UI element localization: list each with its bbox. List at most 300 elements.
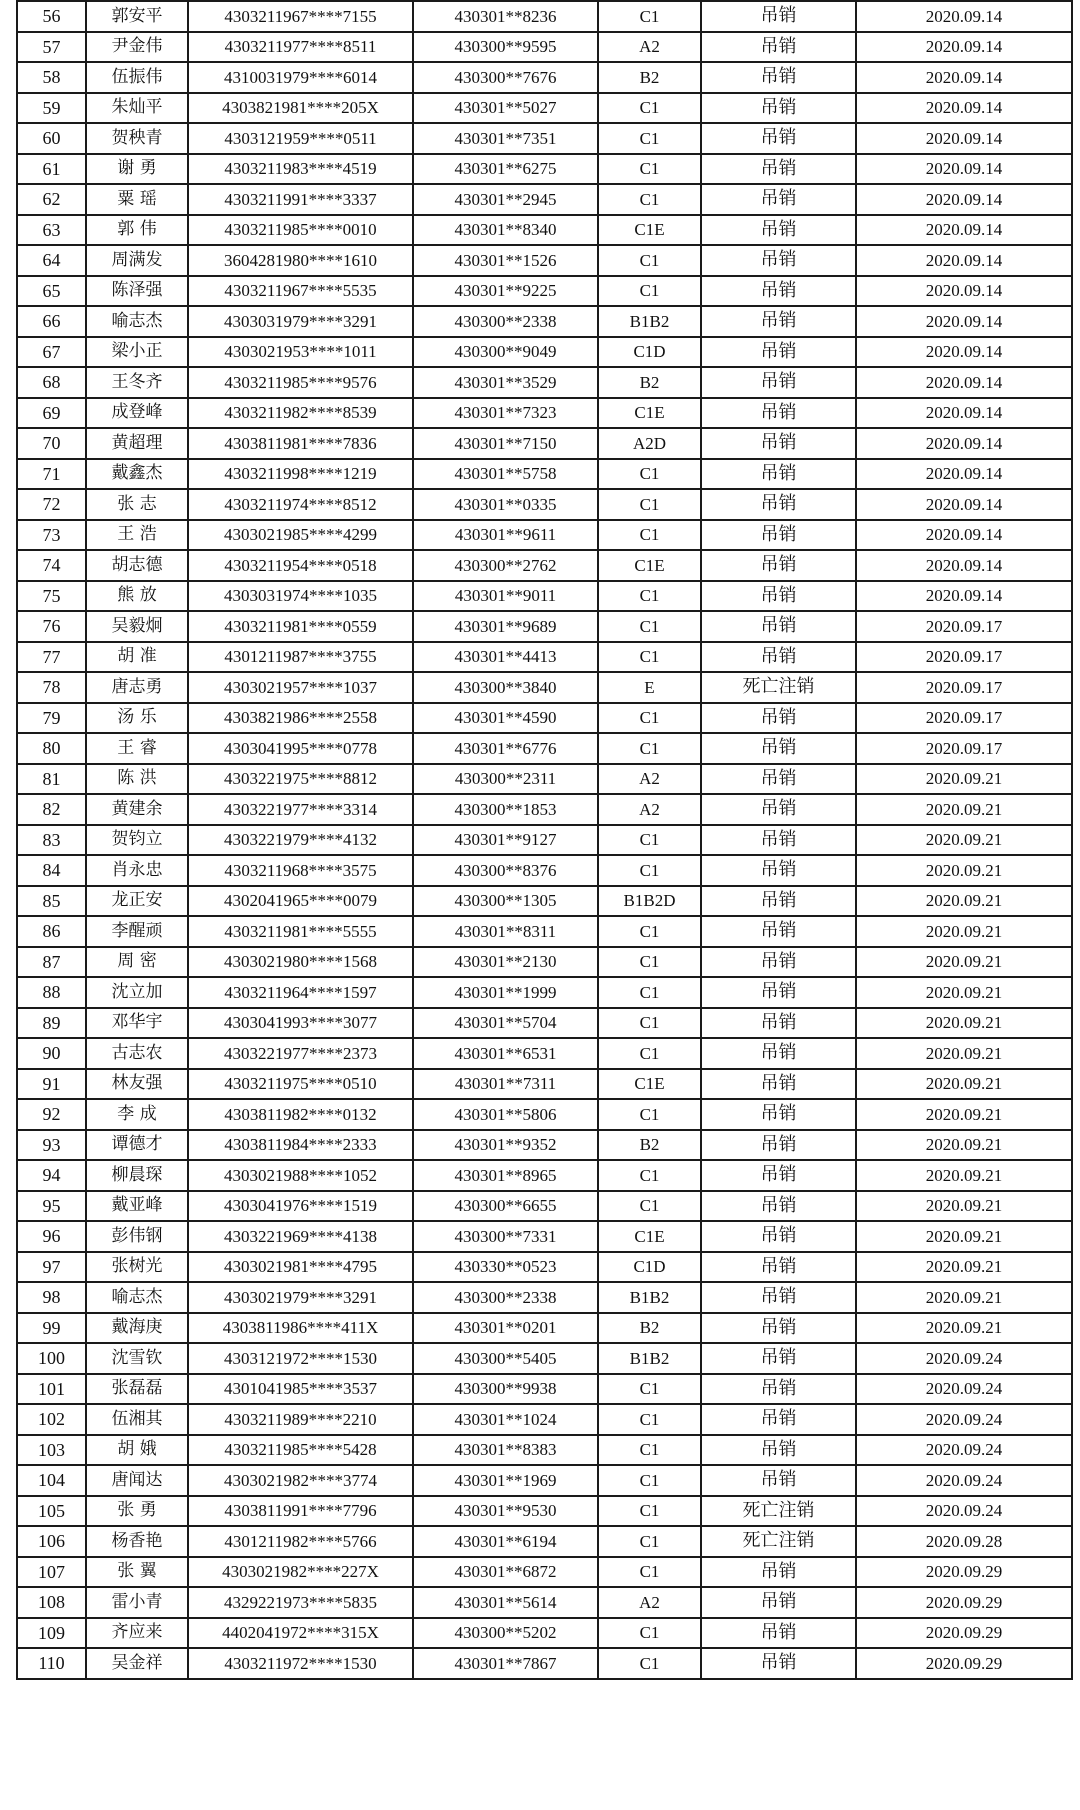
license-class-cell: C1 bbox=[598, 1618, 701, 1649]
id-number-cell: 4303211991****3337 bbox=[188, 184, 413, 215]
name-cell: 黄建余 bbox=[86, 794, 188, 825]
id-number-cell: 4303041995****0778 bbox=[188, 733, 413, 764]
date-cell: 2020.09.17 bbox=[856, 611, 1072, 642]
table-row bbox=[17, 398, 1072, 429]
name-cell: 唐志勇 bbox=[86, 672, 188, 703]
license-class-cell: C1 bbox=[598, 1557, 701, 1588]
license-class-cell: C1 bbox=[598, 977, 701, 1008]
row-number-cell: 80 bbox=[17, 733, 86, 764]
row-number-cell: 79 bbox=[17, 703, 86, 734]
license-class-cell: B2 bbox=[598, 1313, 701, 1344]
action-cell: 吊销 bbox=[701, 764, 856, 795]
table-row bbox=[17, 1587, 1072, 1618]
name-cell: 周满发 bbox=[86, 245, 188, 276]
license-number-cell: 430301**9689 bbox=[413, 611, 598, 642]
table-row bbox=[17, 1465, 1072, 1496]
license-number-cell: 430301**7867 bbox=[413, 1648, 598, 1679]
action-cell: 死亡注销 bbox=[701, 1496, 856, 1527]
name-cell: 谭德才 bbox=[86, 1130, 188, 1161]
license-number-cell: 430300**1305 bbox=[413, 886, 598, 917]
name-cell: 张 勇 bbox=[86, 1496, 188, 1527]
license-number-cell: 430301**4413 bbox=[413, 642, 598, 673]
name-cell: 陈泽强 bbox=[86, 276, 188, 307]
name-cell: 张 翼 bbox=[86, 1557, 188, 1588]
license-number-cell: 430301**6776 bbox=[413, 733, 598, 764]
date-cell: 2020.09.21 bbox=[856, 1313, 1072, 1344]
license-number-cell: 430301**5806 bbox=[413, 1099, 598, 1130]
license-class-cell: C1 bbox=[598, 611, 701, 642]
table-row bbox=[17, 886, 1072, 917]
row-number-cell: 56 bbox=[17, 1, 86, 32]
action-cell: 吊销 bbox=[701, 1191, 856, 1222]
license-class-cell: E bbox=[598, 672, 701, 703]
table-row bbox=[17, 947, 1072, 978]
row-number-cell: 102 bbox=[17, 1404, 86, 1435]
id-number-cell: 4303221977****3314 bbox=[188, 794, 413, 825]
table-row bbox=[17, 489, 1072, 520]
name-cell: 吴金祥 bbox=[86, 1648, 188, 1679]
license-number-cell: 430301**9611 bbox=[413, 520, 598, 551]
license-class-cell: C1 bbox=[598, 1526, 701, 1557]
license-class-cell: C1 bbox=[598, 489, 701, 520]
table-row bbox=[17, 825, 1072, 856]
id-number-cell: 4303021988****1052 bbox=[188, 1160, 413, 1191]
name-cell: 李 成 bbox=[86, 1099, 188, 1130]
table-row bbox=[17, 428, 1072, 459]
row-number-cell: 58 bbox=[17, 62, 86, 93]
license-class-cell: C1 bbox=[598, 1648, 701, 1679]
table-row bbox=[17, 367, 1072, 398]
table-row bbox=[17, 154, 1072, 185]
id-number-cell: 4303211983****4519 bbox=[188, 154, 413, 185]
license-class-cell: C1 bbox=[598, 1099, 701, 1130]
date-cell: 2020.09.24 bbox=[856, 1465, 1072, 1496]
license-class-cell: C1 bbox=[598, 581, 701, 612]
license-class-cell: C1 bbox=[598, 1374, 701, 1405]
id-number-cell: 4329221973****5835 bbox=[188, 1587, 413, 1618]
action-cell: 吊销 bbox=[701, 245, 856, 276]
table-row bbox=[17, 581, 1072, 612]
action-cell: 死亡注销 bbox=[701, 1526, 856, 1557]
table-row bbox=[17, 794, 1072, 825]
license-number-cell: 430301**2130 bbox=[413, 947, 598, 978]
license-number-cell: 430301**5704 bbox=[413, 1008, 598, 1039]
date-cell: 2020.09.14 bbox=[856, 184, 1072, 215]
row-number-cell: 95 bbox=[17, 1191, 86, 1222]
date-cell: 2020.09.14 bbox=[856, 245, 1072, 276]
license-number-cell: 430301**0335 bbox=[413, 489, 598, 520]
table-row bbox=[17, 1557, 1072, 1588]
action-cell: 吊销 bbox=[701, 1648, 856, 1679]
row-number-cell: 86 bbox=[17, 916, 86, 947]
id-number-cell: 4303211989****2210 bbox=[188, 1404, 413, 1435]
id-number-cell: 4303211967****7155 bbox=[188, 1, 413, 32]
table-row bbox=[17, 1435, 1072, 1466]
table-row bbox=[17, 1404, 1072, 1435]
date-cell: 2020.09.21 bbox=[856, 916, 1072, 947]
license-number-cell: 430300**9049 bbox=[413, 337, 598, 368]
action-cell: 吊销 bbox=[701, 1343, 856, 1374]
date-cell: 2020.09.14 bbox=[856, 367, 1072, 398]
date-cell: 2020.09.17 bbox=[856, 672, 1072, 703]
license-class-cell: C1D bbox=[598, 337, 701, 368]
name-cell: 戴亚峰 bbox=[86, 1191, 188, 1222]
action-cell: 吊销 bbox=[701, 1374, 856, 1405]
license-number-cell: 430301**8236 bbox=[413, 1, 598, 32]
license-class-cell: C1 bbox=[598, 642, 701, 673]
license-class-cell: C1 bbox=[598, 1496, 701, 1527]
table-row bbox=[17, 459, 1072, 490]
id-number-cell: 4303021953****1011 bbox=[188, 337, 413, 368]
row-number-cell: 91 bbox=[17, 1069, 86, 1100]
revocation-table bbox=[16, 0, 1073, 1680]
action-cell: 吊销 bbox=[701, 459, 856, 490]
table-row bbox=[17, 916, 1072, 947]
table-row bbox=[17, 1160, 1072, 1191]
name-cell: 汤 乐 bbox=[86, 703, 188, 734]
date-cell: 2020.09.21 bbox=[856, 855, 1072, 886]
license-class-cell: B2 bbox=[598, 62, 701, 93]
license-class-cell: C1 bbox=[598, 245, 701, 276]
row-number-cell: 98 bbox=[17, 1282, 86, 1313]
name-cell: 伍湘其 bbox=[86, 1404, 188, 1435]
date-cell: 2020.09.21 bbox=[856, 947, 1072, 978]
date-cell: 2020.09.14 bbox=[856, 428, 1072, 459]
date-cell: 2020.09.21 bbox=[856, 886, 1072, 917]
license-class-cell: C1 bbox=[598, 1160, 701, 1191]
id-number-cell: 4303211985****9576 bbox=[188, 367, 413, 398]
date-cell: 2020.09.14 bbox=[856, 32, 1072, 63]
action-cell: 吊销 bbox=[701, 93, 856, 124]
id-number-cell: 4303221979****4132 bbox=[188, 825, 413, 856]
action-cell: 吊销 bbox=[701, 1008, 856, 1039]
action-cell: 吊销 bbox=[701, 62, 856, 93]
date-cell: 2020.09.21 bbox=[856, 1069, 1072, 1100]
name-cell: 杨香艳 bbox=[86, 1526, 188, 1557]
action-cell: 吊销 bbox=[701, 825, 856, 856]
row-number-cell: 72 bbox=[17, 489, 86, 520]
row-number-cell: 74 bbox=[17, 550, 86, 581]
license-number-cell: 430330**0523 bbox=[413, 1252, 598, 1283]
license-number-cell: 430301**0201 bbox=[413, 1313, 598, 1344]
license-class-cell: B1B2 bbox=[598, 306, 701, 337]
name-cell: 张磊磊 bbox=[86, 1374, 188, 1405]
id-number-cell: 4303211975****0510 bbox=[188, 1069, 413, 1100]
license-class-cell: C1 bbox=[598, 184, 701, 215]
license-number-cell: 430301**6194 bbox=[413, 1526, 598, 1557]
license-number-cell: 430301**9011 bbox=[413, 581, 598, 612]
date-cell: 2020.09.14 bbox=[856, 306, 1072, 337]
action-cell: 吊销 bbox=[701, 581, 856, 612]
date-cell: 2020.09.21 bbox=[856, 1160, 1072, 1191]
license-class-cell: C1 bbox=[598, 459, 701, 490]
license-number-cell: 430300**5405 bbox=[413, 1343, 598, 1374]
name-cell: 郭 伟 bbox=[86, 215, 188, 246]
id-number-cell: 4303211985****5428 bbox=[188, 1435, 413, 1466]
table-row bbox=[17, 1282, 1072, 1313]
name-cell: 吴毅炯 bbox=[86, 611, 188, 642]
license-class-cell: C1 bbox=[598, 1008, 701, 1039]
action-cell: 吊销 bbox=[701, 1557, 856, 1588]
table-row bbox=[17, 703, 1072, 734]
license-number-cell: 430301**1969 bbox=[413, 1465, 598, 1496]
action-cell: 吊销 bbox=[701, 215, 856, 246]
date-cell: 2020.09.14 bbox=[856, 520, 1072, 551]
license-number-cell: 430300**2338 bbox=[413, 1282, 598, 1313]
license-number-cell: 430300**7331 bbox=[413, 1221, 598, 1252]
id-number-cell: 4303821986****2558 bbox=[188, 703, 413, 734]
action-cell: 吊销 bbox=[701, 337, 856, 368]
id-number-cell: 4301041985****3537 bbox=[188, 1374, 413, 1405]
license-number-cell: 430301**5614 bbox=[413, 1587, 598, 1618]
action-cell: 吊销 bbox=[701, 1404, 856, 1435]
date-cell: 2020.09.14 bbox=[856, 489, 1072, 520]
row-number-cell: 69 bbox=[17, 398, 86, 429]
id-number-cell: 4303211985****0010 bbox=[188, 215, 413, 246]
license-class-cell: C1 bbox=[598, 916, 701, 947]
name-cell: 彭伟钢 bbox=[86, 1221, 188, 1252]
name-cell: 成登峰 bbox=[86, 398, 188, 429]
license-class-cell: C1 bbox=[598, 947, 701, 978]
row-number-cell: 106 bbox=[17, 1526, 86, 1557]
action-cell: 吊销 bbox=[701, 154, 856, 185]
date-cell: 2020.09.21 bbox=[856, 1099, 1072, 1130]
date-cell: 2020.09.24 bbox=[856, 1435, 1072, 1466]
name-cell: 朱灿平 bbox=[86, 93, 188, 124]
action-cell: 吊销 bbox=[701, 1069, 856, 1100]
license-class-cell: A2 bbox=[598, 32, 701, 63]
action-cell: 吊销 bbox=[701, 855, 856, 886]
license-class-cell: C1 bbox=[598, 276, 701, 307]
name-cell: 林友强 bbox=[86, 1069, 188, 1100]
table-row bbox=[17, 1, 1072, 32]
row-number-cell: 110 bbox=[17, 1648, 86, 1679]
license-number-cell: 430300**2762 bbox=[413, 550, 598, 581]
license-class-cell: C1 bbox=[598, 1, 701, 32]
date-cell: 2020.09.24 bbox=[856, 1404, 1072, 1435]
name-cell: 沈雪钦 bbox=[86, 1343, 188, 1374]
date-cell: 2020.09.14 bbox=[856, 123, 1072, 154]
id-number-cell: 4303021957****1037 bbox=[188, 672, 413, 703]
date-cell: 2020.09.21 bbox=[856, 1038, 1072, 1069]
table-row bbox=[17, 245, 1072, 276]
row-number-cell: 81 bbox=[17, 764, 86, 795]
license-number-cell: 430301**7150 bbox=[413, 428, 598, 459]
action-cell: 吊销 bbox=[701, 123, 856, 154]
action-cell: 吊销 bbox=[701, 1435, 856, 1466]
table-row bbox=[17, 1648, 1072, 1679]
name-cell: 邓华宇 bbox=[86, 1008, 188, 1039]
date-cell: 2020.09.24 bbox=[856, 1374, 1072, 1405]
license-number-cell: 430301**1526 bbox=[413, 245, 598, 276]
license-number-cell: 430301**2945 bbox=[413, 184, 598, 215]
name-cell: 郭安平 bbox=[86, 1, 188, 32]
name-cell: 雷小青 bbox=[86, 1587, 188, 1618]
row-number-cell: 66 bbox=[17, 306, 86, 337]
id-number-cell: 4303211981****5555 bbox=[188, 916, 413, 947]
id-number-cell: 4303811982****0132 bbox=[188, 1099, 413, 1130]
name-cell: 龙正安 bbox=[86, 886, 188, 917]
license-number-cell: 430300**8376 bbox=[413, 855, 598, 886]
date-cell: 2020.09.14 bbox=[856, 581, 1072, 612]
row-number-cell: 107 bbox=[17, 1557, 86, 1588]
name-cell: 黄超理 bbox=[86, 428, 188, 459]
id-number-cell: 4303211981****0559 bbox=[188, 611, 413, 642]
id-number-cell: 4303211977****8511 bbox=[188, 32, 413, 63]
action-cell: 吊销 bbox=[701, 1282, 856, 1313]
id-number-cell: 4303021982****227X bbox=[188, 1557, 413, 1588]
action-cell: 吊销 bbox=[701, 1099, 856, 1130]
table-row bbox=[17, 337, 1072, 368]
date-cell: 2020.09.21 bbox=[856, 1191, 1072, 1222]
name-cell: 张 志 bbox=[86, 489, 188, 520]
license-number-cell: 430301**7351 bbox=[413, 123, 598, 154]
date-cell: 2020.09.14 bbox=[856, 62, 1072, 93]
action-cell: 吊销 bbox=[701, 398, 856, 429]
id-number-cell: 4303021982****3774 bbox=[188, 1465, 413, 1496]
license-class-cell: B1B2 bbox=[598, 1343, 701, 1374]
table-row bbox=[17, 1038, 1072, 1069]
id-number-cell: 4303021980****1568 bbox=[188, 947, 413, 978]
license-class-cell: C1 bbox=[598, 1435, 701, 1466]
table-row bbox=[17, 1313, 1072, 1344]
row-number-cell: 87 bbox=[17, 947, 86, 978]
action-cell: 吊销 bbox=[701, 1130, 856, 1161]
date-cell: 2020.09.14 bbox=[856, 154, 1072, 185]
row-number-cell: 94 bbox=[17, 1160, 86, 1191]
row-number-cell: 75 bbox=[17, 581, 86, 612]
action-cell: 吊销 bbox=[701, 947, 856, 978]
date-cell: 2020.09.21 bbox=[856, 1252, 1072, 1283]
name-cell: 谢 勇 bbox=[86, 154, 188, 185]
license-number-cell: 430300**9938 bbox=[413, 1374, 598, 1405]
row-number-cell: 99 bbox=[17, 1313, 86, 1344]
id-number-cell: 3604281980****1610 bbox=[188, 245, 413, 276]
date-cell: 2020.09.14 bbox=[856, 276, 1072, 307]
license-class-cell: B1B2D bbox=[598, 886, 701, 917]
license-class-cell: C1E bbox=[598, 398, 701, 429]
id-number-cell: 4303211972****1530 bbox=[188, 1648, 413, 1679]
license-class-cell: B2 bbox=[598, 1130, 701, 1161]
table-row bbox=[17, 1221, 1072, 1252]
date-cell: 2020.09.21 bbox=[856, 1221, 1072, 1252]
date-cell: 2020.09.14 bbox=[856, 215, 1072, 246]
name-cell: 周 密 bbox=[86, 947, 188, 978]
id-number-cell: 4310031979****6014 bbox=[188, 62, 413, 93]
id-number-cell: 4302041965****0079 bbox=[188, 886, 413, 917]
table-row bbox=[17, 855, 1072, 886]
id-number-cell: 4303121959****0511 bbox=[188, 123, 413, 154]
date-cell: 2020.09.14 bbox=[856, 93, 1072, 124]
action-cell: 吊销 bbox=[701, 1, 856, 32]
id-number-cell: 4303811984****2333 bbox=[188, 1130, 413, 1161]
row-number-cell: 100 bbox=[17, 1343, 86, 1374]
name-cell: 胡志德 bbox=[86, 550, 188, 581]
row-number-cell: 67 bbox=[17, 337, 86, 368]
row-number-cell: 62 bbox=[17, 184, 86, 215]
date-cell: 2020.09.21 bbox=[856, 764, 1072, 795]
row-number-cell: 97 bbox=[17, 1252, 86, 1283]
table-row bbox=[17, 1191, 1072, 1222]
row-number-cell: 103 bbox=[17, 1435, 86, 1466]
action-cell: 吊销 bbox=[701, 642, 856, 673]
license-number-cell: 430301**9530 bbox=[413, 1496, 598, 1527]
action-cell: 吊销 bbox=[701, 489, 856, 520]
name-cell: 李醒顽 bbox=[86, 916, 188, 947]
license-number-cell: 430301**7323 bbox=[413, 398, 598, 429]
table-row bbox=[17, 1099, 1072, 1130]
row-number-cell: 84 bbox=[17, 855, 86, 886]
date-cell: 2020.09.29 bbox=[856, 1557, 1072, 1588]
name-cell: 熊 放 bbox=[86, 581, 188, 612]
license-class-cell: A2 bbox=[598, 1587, 701, 1618]
row-number-cell: 109 bbox=[17, 1618, 86, 1649]
id-number-cell: 4303221969****4138 bbox=[188, 1221, 413, 1252]
id-number-cell: 4303031979****3291 bbox=[188, 306, 413, 337]
license-class-cell: C1E bbox=[598, 1221, 701, 1252]
date-cell: 2020.09.29 bbox=[856, 1618, 1072, 1649]
license-number-cell: 430300**7676 bbox=[413, 62, 598, 93]
license-class-cell: C1 bbox=[598, 1404, 701, 1435]
row-number-cell: 85 bbox=[17, 886, 86, 917]
license-number-cell: 430301**8311 bbox=[413, 916, 598, 947]
row-number-cell: 90 bbox=[17, 1038, 86, 1069]
action-cell: 吊销 bbox=[701, 367, 856, 398]
action-cell: 吊销 bbox=[701, 276, 856, 307]
table-body bbox=[17, 1, 1072, 1679]
table-row bbox=[17, 215, 1072, 246]
date-cell: 2020.09.14 bbox=[856, 1, 1072, 32]
license-class-cell: C1 bbox=[598, 93, 701, 124]
name-cell: 张树光 bbox=[86, 1252, 188, 1283]
license-class-cell: B1B2 bbox=[598, 1282, 701, 1313]
action-cell: 吊销 bbox=[701, 916, 856, 947]
row-number-cell: 61 bbox=[17, 154, 86, 185]
table-row bbox=[17, 306, 1072, 337]
table-row bbox=[17, 672, 1072, 703]
name-cell: 王 浩 bbox=[86, 520, 188, 551]
license-number-cell: 430300**3840 bbox=[413, 672, 598, 703]
id-number-cell: 4303021981****4795 bbox=[188, 1252, 413, 1283]
id-number-cell: 4303221977****2373 bbox=[188, 1038, 413, 1069]
table-row bbox=[17, 1130, 1072, 1161]
id-number-cell: 4303211964****1597 bbox=[188, 977, 413, 1008]
date-cell: 2020.09.14 bbox=[856, 550, 1072, 581]
license-number-cell: 430301**9225 bbox=[413, 276, 598, 307]
action-cell: 吊销 bbox=[701, 733, 856, 764]
license-number-cell: 430301**8965 bbox=[413, 1160, 598, 1191]
date-cell: 2020.09.14 bbox=[856, 398, 1072, 429]
name-cell: 陈 洪 bbox=[86, 764, 188, 795]
license-number-cell: 430300**1853 bbox=[413, 794, 598, 825]
row-number-cell: 57 bbox=[17, 32, 86, 63]
id-number-cell: 4303021979****3291 bbox=[188, 1282, 413, 1313]
row-number-cell: 64 bbox=[17, 245, 86, 276]
row-number-cell: 70 bbox=[17, 428, 86, 459]
license-class-cell: C1 bbox=[598, 733, 701, 764]
license-class-cell: C1 bbox=[598, 1465, 701, 1496]
date-cell: 2020.09.14 bbox=[856, 459, 1072, 490]
license-number-cell: 430300**2338 bbox=[413, 306, 598, 337]
name-cell: 唐闻达 bbox=[86, 1465, 188, 1496]
license-number-cell: 430301**9127 bbox=[413, 825, 598, 856]
date-cell: 2020.09.21 bbox=[856, 1130, 1072, 1161]
license-number-cell: 430301**6872 bbox=[413, 1557, 598, 1588]
action-cell: 吊销 bbox=[701, 611, 856, 642]
action-cell: 吊销 bbox=[701, 886, 856, 917]
license-class-cell: C1 bbox=[598, 154, 701, 185]
id-number-cell: 4303221975****8812 bbox=[188, 764, 413, 795]
